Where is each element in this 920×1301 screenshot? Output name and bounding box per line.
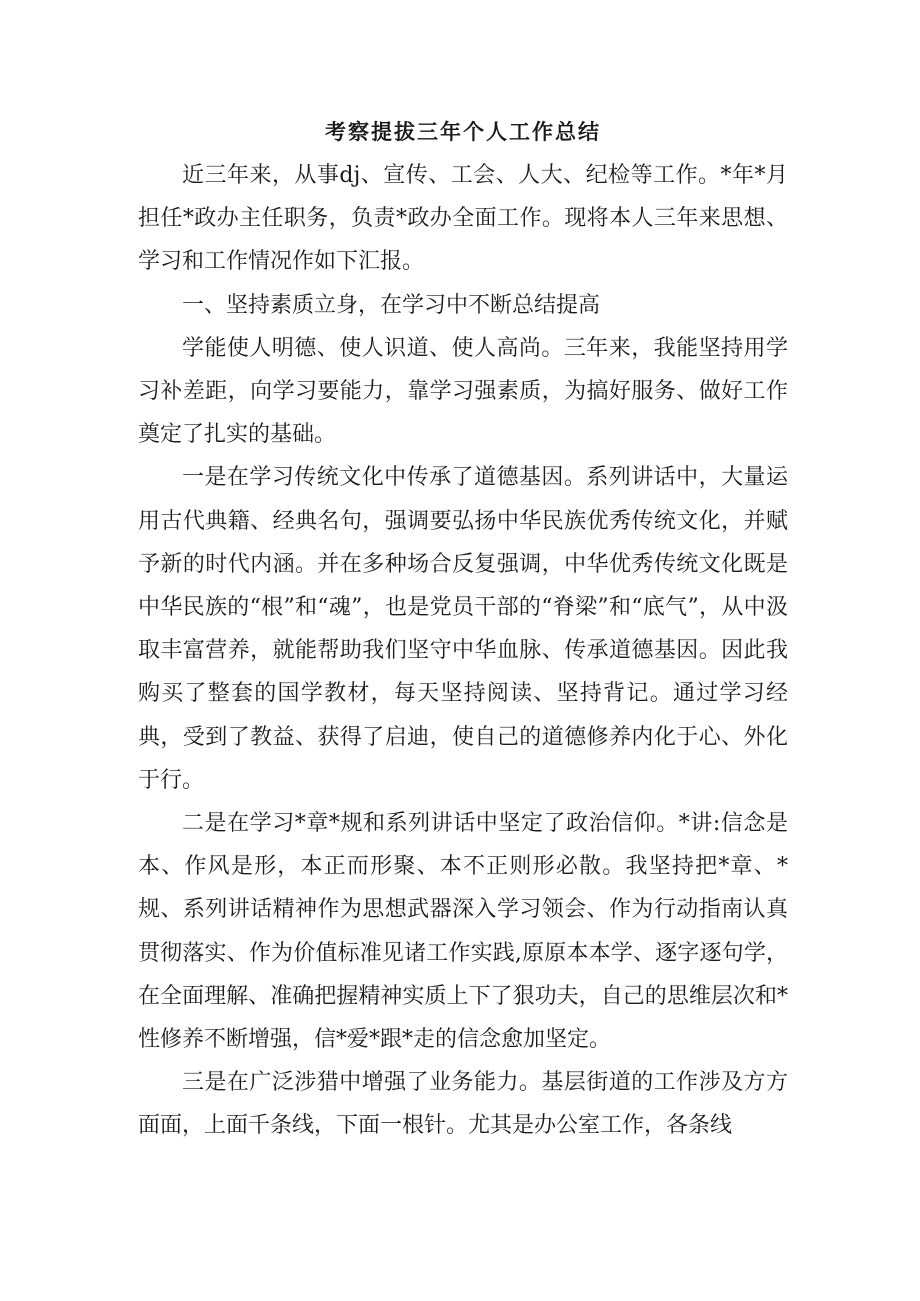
point-one-paragraph: 一是在学习传统文化中传承了道德基因。系列讲话中，大量运用古代典籍、经典名句，强调要弘扬中华民族优秀传统文化，并赋予新的时代内涵。并在多种场合反复强调，中华优秀传统文化既是中华民族的“根”和“魂”，也是党员干部的“脊梁”和“底气”，从中汲取丰富营养，就能帮助我们坚守中华血脉、传承道德基因。因此我购买了整套的国学教材，每天坚持阅读、坚持背记。通过学习经典，受到了教益、获得了启迪，使自己的道德修养内化于心、外化于行。 (138, 465, 788, 793)
point-two-paragraph: 二是在学习*章*规和系列讲话中坚定了政治信仰。*讲:信念是本、作风是形，本正而形聚、本不正则形必散。我坚持把*章、*规、系列讲话精神作为思想武器深入学习领会、作为行动指南认真贯彻落实、作为价值标准见诸工作实践,原原本本学、逐字逐句学，在全面理解、准确把握精神实质上下了狠功夫，自己的思维层次和*性修养不断增强，信*爱*跟*走的信念愈加坚定。 (138, 811, 788, 1053)
point-three-paragraph: 三是在广泛涉猎中增强了业务能力。基层街道的工作涉及方方面面，上面千条线，下面一根针。尤其是办公室工作，各条线 (138, 1070, 788, 1139)
document-title: 考察提拔三年个人工作总结 (325, 119, 601, 144)
document-page (138, 112, 788, 1148)
intro-paragraph: 近三年来，从事dj、宣传、工会、人大、纪检等工作。*年*月担任*政办主任职务，负责*政办全面工作。现将本人三年来思想、学习和工作情况作如下汇报。 (138, 163, 788, 275)
section-heading: 一、坚持素质立身，在学习中不断总结提高 (182, 292, 601, 318)
section-intro-paragraph: 学能使人明德、使人识道、使人高尚。三年来，我能坚持用学习补差距，向学习要能力，靠学习强素质，为搞好服务、做好工作奠定了扎实的基础。 (138, 335, 788, 448)
